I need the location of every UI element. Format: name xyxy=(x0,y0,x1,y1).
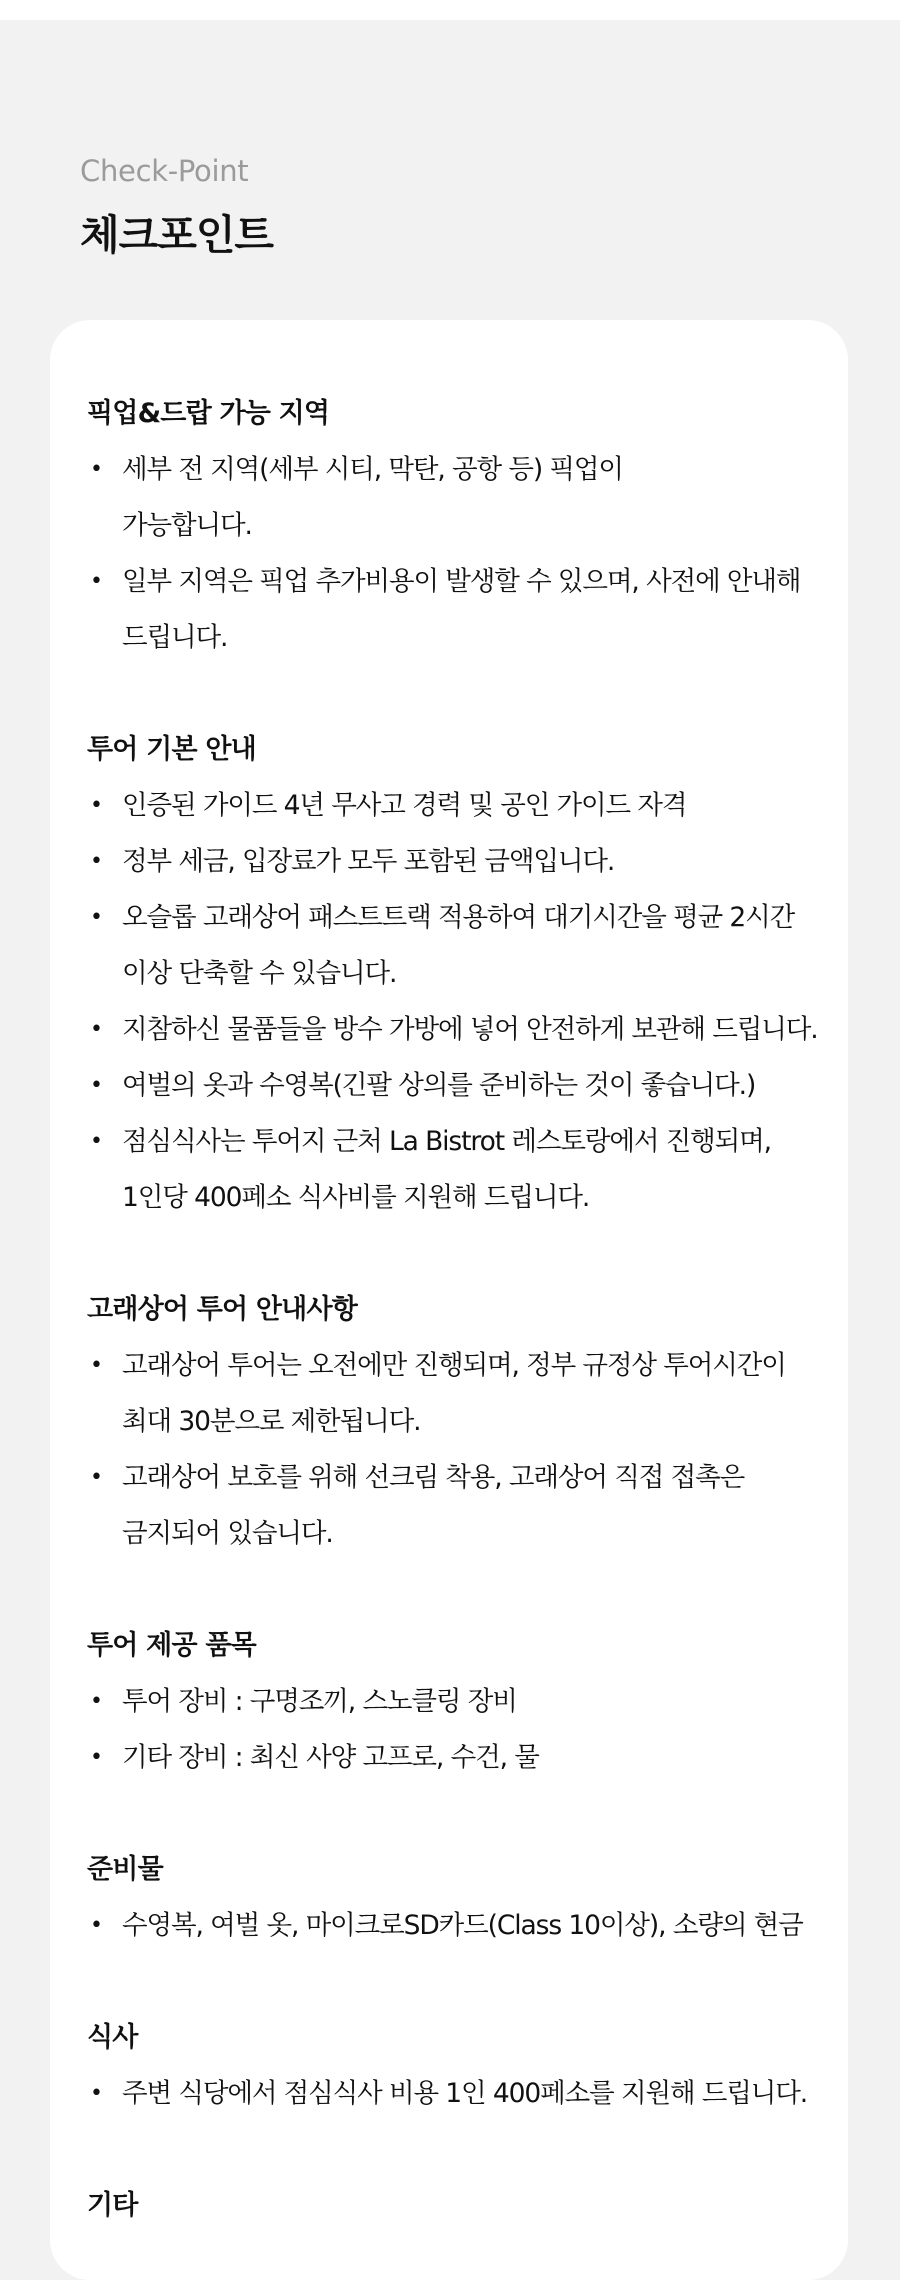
list-item xyxy=(87,1058,842,1114)
bullet-icon: • xyxy=(90,2081,102,2106)
bullet-list xyxy=(87,442,848,666)
bullet-icon: • xyxy=(90,1465,102,1490)
card-content xyxy=(50,320,848,2234)
bullet-list xyxy=(87,778,848,1226)
list-item xyxy=(87,834,842,890)
list-item-text: 인증된 가이드 4년 무사고 경력 및 공인 가이드 자격 xyxy=(122,790,687,821)
list-item xyxy=(87,1674,842,1730)
list-item xyxy=(87,2066,842,2122)
section-header xyxy=(80,152,273,260)
top-strip xyxy=(0,0,900,20)
section-title: 투어 기본 안내 xyxy=(87,734,256,765)
list-item-text: 세부 전 지역(세부 시티, 막탄, 공항 등) 픽업이 가능합니다. xyxy=(122,454,623,541)
list-item xyxy=(87,778,842,834)
section-title: 기타 xyxy=(87,2190,138,2221)
list-item-text: 지참하신 물품들을 방수 가방에 넣어 안전하게 보관해 드립니다. xyxy=(122,1014,818,1045)
section-title: 투어 제공 품목 xyxy=(87,1630,256,1661)
list-item-text: 정부 세금, 입장료가 모두 포함된 금액입니다. xyxy=(122,846,615,877)
section-tour-basics xyxy=(87,666,848,1226)
section-pickup-area xyxy=(87,320,848,666)
list-item xyxy=(87,1114,842,1226)
list-item-text: 일부 지역은 픽업 추가비용이 발생할 수 있으며, 사전에 안내해 드립니다. xyxy=(122,566,801,653)
list-item-text: 기타 장비 : 최신 사양 고프로, 수건, 물 xyxy=(122,1742,539,1773)
bullet-list xyxy=(87,1338,848,1562)
list-item xyxy=(87,1730,842,1786)
bullet-icon: • xyxy=(90,849,102,874)
list-item-text: 주변 식당에서 점심식사 비용 1인 400페소를 지원해 드립니다. xyxy=(122,2078,808,2109)
list-item xyxy=(87,1338,842,1450)
list-item-text: 투어 장비 : 구명조끼, 스노클링 장비 xyxy=(122,1686,517,1717)
section-title: 준비물 xyxy=(87,1854,163,1885)
list-item xyxy=(87,1002,842,1058)
bullet-list xyxy=(87,2066,848,2122)
bullet-icon: • xyxy=(90,905,102,930)
section-title: 고래상어 투어 안내사항 xyxy=(87,1294,358,1325)
list-item xyxy=(87,442,842,554)
bullet-icon: • xyxy=(90,1073,102,1098)
section-etc xyxy=(87,2122,848,2234)
section-what-to-bring xyxy=(87,1786,848,1954)
bullet-icon: • xyxy=(90,457,102,482)
list-item xyxy=(87,554,842,666)
bullet-icon: • xyxy=(90,793,102,818)
list-item-text: 고래상어 보호를 위해 선크림 착용, 고래상어 직접 접촉은 금지되어 있습니다. xyxy=(122,1462,745,1549)
section-meal xyxy=(87,1954,848,2122)
section-provided-items xyxy=(87,1562,848,1786)
list-item xyxy=(87,1898,842,1954)
section-title: 식사 xyxy=(87,2022,138,2053)
list-item xyxy=(87,890,842,1002)
bullet-icon: • xyxy=(90,1745,102,1770)
list-item-text: 고래상어 투어는 오전에만 진행되며, 정부 규정상 투어시간이 최대 30분으로 제한됩니다. xyxy=(122,1350,786,1437)
checkpoint-card xyxy=(50,320,848,2280)
eyebrow-label: Check-Point xyxy=(80,154,249,188)
list-item xyxy=(87,1450,842,1562)
section-whale-shark-notice xyxy=(87,1226,848,1562)
bullet-icon: • xyxy=(90,1129,102,1154)
bullet-icon: • xyxy=(90,1353,102,1378)
bullet-icon: • xyxy=(90,1017,102,1042)
bullet-icon: • xyxy=(90,569,102,594)
section-title: 픽업&드랍 가능 지역 xyxy=(87,398,330,429)
bullet-icon: • xyxy=(90,1689,102,1714)
list-item-text: 오슬롭 고래상어 패스트트랙 적용하여 대기시간을 평균 2시간 이상 단축할 수 있습니다. xyxy=(122,902,795,989)
bullet-list xyxy=(87,1674,848,1786)
list-item-text: 점심식사는 투어지 근처 La Bistrot 레스토랑에서 진행되며, 1인당 400페소 식사비를 지원해 드립니다. xyxy=(122,1126,772,1213)
list-item-text: 수영복, 여벌 옷, 마이크로SD카드(Class 10이상), 소량의 현금 xyxy=(122,1910,803,1941)
bullet-list xyxy=(87,1898,848,1954)
page-title: 체크포인트 xyxy=(80,211,274,259)
bullet-icon: • xyxy=(90,1913,102,1938)
list-item-text: 여벌의 옷과 수영복(긴팔 상의를 준비하는 것이 좋습니다.) xyxy=(122,1070,756,1101)
